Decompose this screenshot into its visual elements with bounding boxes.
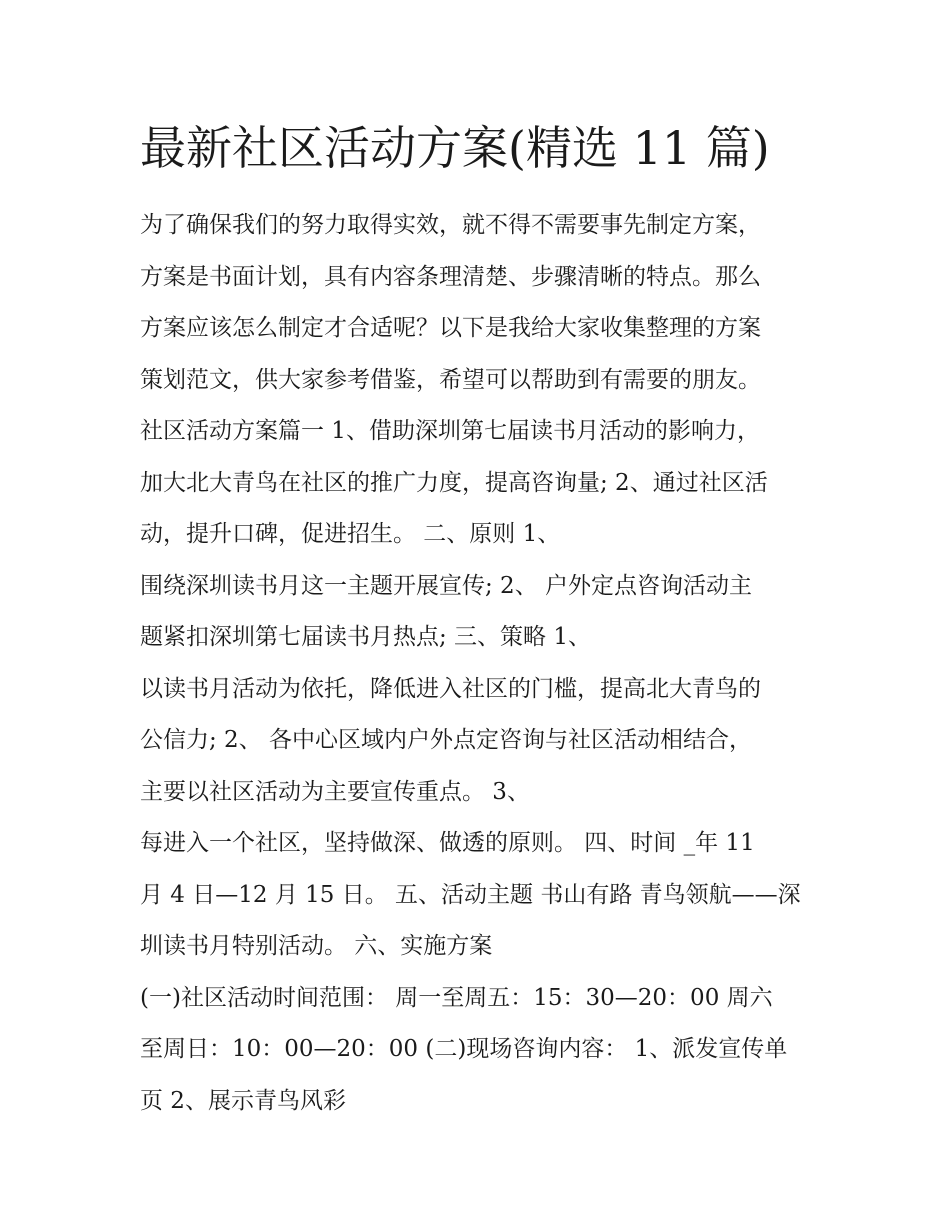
text-line: 策划范文，供大家参考借鉴，希望可以帮助到有需要的朋友。 [140, 366, 761, 393]
text-line: 公信力; 2、 各中心区域内户外点定咨询与社区活动相结合， [140, 727, 753, 753]
body-text [140, 200, 820, 1127]
text-line: 为了确保我们的努力取得实效，就不得不需要事先制定方案， [140, 212, 761, 238]
text-line: 页 2、展示青鸟风彩 [140, 1087, 346, 1114]
text-line: 加大北大青鸟在社区的推广力度，提高咨询量; 2、通过社区活 [140, 469, 768, 496]
text-line: 圳读书月特别活动。 六、实施方案 [140, 933, 493, 959]
text-line: 主要以社区活动为主要宣传重点。 3、 [140, 778, 530, 805]
text-line: 方案是书面计划，具有内容条理清楚、步骤清晰的特点。那么 [140, 263, 761, 290]
text-line: 方案应该怎么制定才合适呢？以下是我给大家收集整理的方案 [140, 315, 761, 341]
text-line: 以读书月活动为依托，降低进入社区的门槛，提高北大青鸟的 [140, 675, 761, 702]
text-line: 月 4 日—12 月 15 日。 五、活动主题 书山有路 青鸟领航——深 [140, 881, 801, 908]
text-line: (一)社区活动时间范围： 周一至周五：15：30—20：00 周六 [140, 984, 773, 1011]
text-line: 每进入一个社区，坚持做深、做透的原则。 四、时间 _年 11 [140, 830, 755, 856]
text-line: 动，提升口碑，促进招生。 二、原则 1、 [140, 521, 561, 547]
text-line: 社区活动方案篇一 1、借助深圳第七届读书月活动的影响力， [140, 418, 760, 444]
page-title: 最新社区活动方案(精选 11 篇) [140, 121, 770, 175]
text-line: 至周日：10：00—20：00 (二)现场咨询内容： 1、派发宣传单 [140, 1036, 788, 1062]
text-line: 围绕深圳读书月这一主题开展宣传; 2、 户外定点咨询活动主 [140, 572, 753, 599]
text-line: 题紧扣深圳第七届读书月热点; 三、策略 1、 [140, 624, 592, 650]
